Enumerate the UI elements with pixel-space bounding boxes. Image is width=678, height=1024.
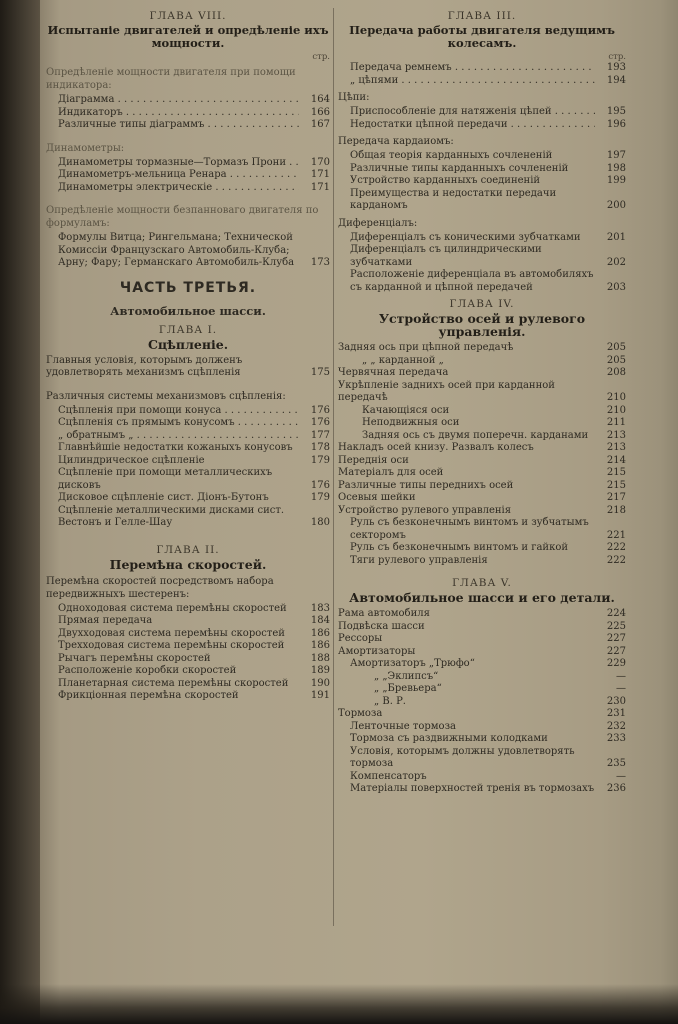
toc-entry — [46, 157, 330, 170]
page-column-label: стр. — [312, 52, 330, 62]
toc-entry-title: Приспособленіе для натяженія цѣпей . . . — [350, 106, 595, 119]
chapter-8-group-indicator: Опредѣленіе мощности двигателя при помощи индикатора: — [46, 67, 296, 91]
chapter-3-differential-list — [338, 232, 626, 295]
toc-entry-title: Прямая передача — [58, 615, 153, 626]
left-column — [46, 6, 330, 703]
toc-entry-title: Различные типы карданныхъ сочлененій — [350, 162, 569, 174]
toc-entry-title: Одноходовая система перемѣны скоростей — [58, 602, 287, 614]
chapter-3-group-cardan: Передача кардаиомъ: — [338, 136, 454, 147]
toc-entry-title: Диференціалъ съ коническими зубчатками — [350, 231, 581, 243]
chapter-8-heading: ГЛАВА VIII. — [149, 10, 227, 22]
toc-entry — [338, 658, 626, 671]
toc-entry — [338, 783, 626, 796]
toc-entry-title: Цилиндрическое сцѣпленіе — [58, 454, 205, 466]
toc-entry-page: 222 — [606, 542, 626, 553]
toc-entry-page: 225 — [606, 620, 626, 632]
toc-entry-title: Расположеніе коробки скоростей — [58, 665, 237, 676]
toc-entry — [46, 665, 330, 678]
toc-entry-title: Ленточные тормоза — [350, 720, 456, 732]
toc-entry — [338, 733, 626, 746]
toc-entry-title: Устройство карданныхъ соединеній — [350, 175, 541, 186]
toc-entry-title: „ „Бревьера“ — [374, 683, 442, 694]
bottom-shadow — [0, 984, 678, 1024]
toc-entry — [338, 417, 626, 430]
toc-entry-title: Динамометры тормазные—Тормазъ Прони . . . — [58, 157, 299, 170]
toc-entry — [338, 771, 626, 784]
toc-entry-title: Рычагъ перемѣны скоростей — [58, 652, 211, 664]
toc-entry-page: 173 — [310, 257, 330, 268]
toc-entry-title: Накладъ осей книзу. Развалъ колесъ — [338, 442, 534, 453]
toc-entry-page: 171 — [310, 169, 330, 180]
toc-entry-page: 189 — [310, 665, 330, 676]
toc-entry-title: Діаграмма . . . — [58, 94, 299, 107]
toc-entry-title: Дисковое сцѣпленіе сист. Діонъ-Бутонъ — [58, 492, 269, 503]
chapter-3-cardan-list — [338, 150, 626, 213]
toc-entry-title: Планетарная система перемѣны скоростей — [58, 677, 289, 689]
toc-entry — [46, 640, 330, 653]
toc-entry-page: 164 — [310, 94, 330, 105]
toc-entry-page: 194 — [606, 74, 626, 86]
toc-entry-page: 176 — [310, 417, 330, 428]
toc-entry-page: 227 — [606, 633, 626, 644]
toc-entry — [46, 455, 330, 468]
chapter-2-heading: ГЛАВА II. — [156, 543, 220, 556]
toc-entry-title: Тормоза — [338, 708, 383, 719]
toc-entry-title: Задняя ось при цѣпной передачѣ — [338, 342, 514, 353]
toc-entry — [338, 517, 626, 542]
toc-entry-page: 186 — [310, 640, 330, 651]
toc-entry — [338, 455, 626, 468]
toc-entry — [46, 182, 330, 195]
chapter-8-group-formulas: Опредѣленіе мощности безпанноваго двигателя по формуламъ: — [46, 205, 319, 229]
toc-entry — [46, 232, 330, 270]
toc-entry-title: Руль съ безконечнымъ винтомъ и зубчатымъ секторомъ — [350, 517, 589, 541]
toc-entry-page: 208 — [606, 367, 626, 378]
toc-entry-page: 198 — [606, 162, 626, 174]
toc-entry-page: — — [616, 683, 626, 694]
chapter-1-title: Сцѣпленіе. — [147, 336, 229, 352]
toc-entry-title: Качающіяся оси — [362, 404, 450, 416]
toc-entry — [338, 269, 626, 294]
chapter-1-group-systems: Различныя системы механизмовъ сцѣпленія: — [46, 390, 286, 402]
toc-entry — [46, 678, 330, 691]
toc-entry-title: Матеріалъ для осей — [338, 467, 444, 478]
toc-entry-title: Главнѣйшіе недостатки кожаныхъ конусовъ — [58, 442, 293, 453]
toc-entry-page: 205 — [606, 354, 626, 366]
toc-entry-title: Двухходовая система перемѣны скоростей — [58, 627, 285, 639]
toc-entry — [46, 355, 330, 380]
toc-entry — [46, 603, 330, 616]
toc-entry — [46, 505, 330, 530]
chapter-8-dynamometer-list — [46, 157, 330, 195]
toc-entry — [338, 746, 626, 771]
toc-entry-page: 210 — [606, 404, 626, 416]
toc-entry-title: Условія, которымъ должны удовлетворять тормоза — [350, 745, 575, 769]
toc-entry-page: 213 — [606, 429, 626, 441]
toc-entry-page: 186 — [310, 627, 330, 639]
toc-entry-page: 230 — [606, 695, 626, 707]
toc-entry-page: — — [616, 770, 626, 782]
toc-entry-title: „ цѣпями . . . — [350, 75, 595, 88]
toc-entry — [338, 708, 626, 721]
toc-entry-title: Тормоза съ раздвижными колодками — [350, 733, 548, 744]
toc-entry — [338, 380, 626, 405]
toc-entry — [338, 671, 626, 684]
chapter-3-chain-list — [338, 106, 626, 131]
chapter-4-title: Устройство осей и рулевого управленія. — [378, 311, 586, 339]
toc-entry-page: 177 — [310, 429, 330, 441]
chapter-2-group-gears: Перемѣна скоростей посредствомъ набора передвижныхъ шестеренъ: — [46, 575, 274, 600]
toc-entry-page: 191 — [310, 690, 330, 701]
toc-entry-page: 210 — [606, 392, 626, 403]
toc-entry — [46, 169, 330, 182]
toc-entry-page: 224 — [606, 608, 626, 619]
toc-entry — [338, 542, 626, 555]
toc-entry — [338, 683, 626, 696]
toc-entry-title: „ В. Р. — [374, 695, 406, 707]
toc-entry — [46, 430, 330, 443]
toc-entry-title: Компенсаторъ — [350, 770, 427, 782]
toc-entry-page: 202 — [606, 256, 626, 268]
toc-entry — [338, 442, 626, 455]
previous-page-edge-fragments — [0, 0, 40, 1024]
chapter-1-list — [46, 405, 330, 443]
chapter-1-list-continued — [46, 442, 330, 530]
chapter-3-title: Передача работы двигателя ведущимъ колесамъ. — [349, 23, 615, 50]
toc-entry-title: Осевыя шейки — [338, 492, 416, 503]
toc-entry-title: Подвѣска шасси — [338, 620, 425, 632]
toc-entry-page: 188 — [310, 652, 330, 664]
chapter-4-list — [338, 342, 626, 567]
chapter-2-list — [46, 603, 330, 703]
toc-entry-page: 235 — [606, 758, 626, 769]
toc-entry-title: Общая теорія карданныхъ сочлененій — [350, 150, 553, 161]
toc-entry — [338, 163, 626, 176]
toc-entry — [46, 467, 330, 492]
right-column — [338, 6, 626, 796]
toc-entry-page: 215 — [606, 467, 626, 478]
toc-entry-title: Укрѣпленіе заднихъ осей при карданной передачѣ — [338, 379, 555, 403]
toc-entry — [338, 244, 626, 269]
part-three-heading: ЧАСТЬ ТРЕТЬЯ. — [119, 279, 257, 296]
toc-entry-title: Амортизаторъ „Трюфо“ — [350, 658, 475, 669]
toc-entry-page: 199 — [606, 175, 626, 186]
toc-entry-page: 215 — [606, 479, 626, 491]
toc-entry-page: 211 — [606, 417, 626, 428]
toc-entry-title: Диференціалъ съ цилиндрическими зубчатками — [350, 244, 542, 268]
toc-entry — [338, 405, 626, 418]
toc-entry-page: 171 — [310, 181, 330, 193]
toc-entry-title: Задняя ось съ двумя поперечн. карданами — [362, 429, 589, 441]
toc-entry — [46, 442, 330, 455]
toc-entry — [46, 417, 330, 430]
toc-entry — [338, 621, 626, 634]
toc-entry-title: „ „ карданной „ — [362, 354, 444, 366]
toc-entry-title: Устройство рулевого управленія — [338, 504, 512, 516]
toc-entry-page: 167 — [310, 119, 330, 130]
toc-entry-page: 213 — [606, 442, 626, 453]
toc-entry — [338, 367, 626, 380]
chapter-5-heading: ГЛАВА V. — [452, 577, 512, 589]
toc-entry — [46, 690, 330, 703]
toc-entry-page: 221 — [606, 529, 626, 541]
chapter-1-heading: ГЛАВА I. — [158, 323, 218, 336]
toc-entry-title: Тяги рулевого управленія — [350, 554, 488, 566]
column-divider — [333, 8, 334, 926]
toc-entry-page: 179 — [310, 454, 330, 466]
toc-entry — [338, 467, 626, 480]
toc-entry-page: 196 — [606, 118, 626, 130]
toc-entry-title: Сцѣпленіе металлическими дисками сист. Вестонъ и Гелле-Шау — [58, 504, 285, 528]
toc-entry-title: Различные типы переднихъ осей — [338, 479, 514, 491]
toc-entry — [46, 405, 330, 418]
toc-entry — [338, 646, 626, 659]
toc-entry-page: 232 — [606, 720, 626, 732]
toc-entry-title: Фрикціонная перемѣна скоростей — [58, 690, 239, 701]
toc-entry-title: Сцѣпленія съ прямымъ конусомъ . . . — [58, 417, 299, 430]
toc-entry-title: Амортизаторы — [338, 645, 416, 657]
chapter-5-title: Автомобильное шасси и его детали. — [349, 590, 615, 605]
toc-entry-page: 180 — [310, 517, 330, 528]
toc-entry — [338, 75, 626, 88]
toc-entry — [338, 150, 626, 163]
toc-entry-title: Формулы Витца; Рингельмана; Технической Комиссіи Французскаго Автомобиль-Клуба; Арну; Фару; Германскаго Автомобиль-Клуба — [58, 232, 295, 268]
toc-entry-title: Расположеніе диференціала въ автомобиляхъ съ карданной и цѣпной передачей — [350, 269, 594, 293]
toc-entry — [338, 608, 626, 621]
toc-entry-title: Рессоры — [338, 633, 383, 644]
toc-entry-title: Преимущества и недостатки передачи карданомъ — [350, 187, 557, 211]
toc-entry — [338, 505, 626, 518]
toc-entry — [338, 62, 626, 75]
toc-entry-page: 170 — [310, 156, 330, 168]
toc-entry — [338, 342, 626, 355]
toc-entry — [338, 175, 626, 188]
toc-entry-title: Переднія оси — [338, 454, 409, 466]
toc-entry-page: 184 — [310, 615, 330, 626]
chapter-8-group-dynamometers: Динамометры: — [46, 142, 125, 154]
chapter-5-list — [338, 608, 626, 796]
toc-entry-title: Руль съ безконечнымъ винтомъ и гайкой — [350, 542, 569, 553]
toc-entry-page: 175 — [310, 367, 330, 378]
toc-entry — [338, 480, 626, 493]
toc-entry — [338, 106, 626, 119]
chapter-8-indicator-list — [46, 94, 330, 132]
toc-entry — [338, 633, 626, 646]
toc-entry-title: Рама автомобиля — [338, 608, 430, 619]
toc-entry — [46, 119, 330, 132]
page-column-label: стр. — [608, 52, 626, 62]
toc-entry — [338, 492, 626, 505]
toc-entry — [338, 555, 626, 568]
toc-entry — [338, 696, 626, 709]
toc-entry-page: 178 — [310, 442, 330, 453]
toc-entry-title: Неподвижныя оси — [362, 417, 460, 428]
toc-entry-page: 176 — [310, 479, 330, 491]
toc-entry-title: „ обратнымъ „ . . . — [58, 430, 299, 443]
chapter-3-group-chains: Цѣпи: — [338, 92, 370, 103]
toc-entry-page: 231 — [606, 708, 626, 719]
toc-entry-page: 233 — [606, 733, 626, 744]
toc-entry-title: Сцѣпленія при помощи конуса . . . — [58, 405, 299, 418]
chapter-4-heading: ГЛАВА IV. — [449, 298, 515, 310]
toc-entry-page: 227 — [606, 645, 626, 657]
chapter-3-heading: ГЛАВА III. — [447, 10, 517, 22]
toc-entry-page: 195 — [606, 106, 626, 117]
toc-entry-page: 176 — [310, 404, 330, 416]
toc-entry — [46, 492, 330, 505]
toc-entry — [46, 94, 330, 107]
toc-entry-page: 190 — [310, 677, 330, 689]
toc-entry — [46, 107, 330, 120]
toc-entry-page: 183 — [310, 602, 330, 614]
toc-entry-title: Матеріалы поверхностей тренія въ тормозахъ — [350, 783, 595, 794]
toc-entry-title: Трехходовая система перемѣны скоростей — [58, 640, 285, 651]
toc-entry-page: 203 — [606, 281, 626, 293]
toc-entry — [338, 430, 626, 443]
toc-entry — [338, 232, 626, 245]
toc-entry-title: Червячная передача — [338, 367, 449, 378]
toc-entry — [46, 628, 330, 641]
toc-entry-title: „ „Эклипсъ“ — [374, 670, 439, 682]
toc-entry — [338, 721, 626, 734]
toc-entry-title: Индикаторъ . . . — [58, 107, 299, 120]
toc-entry-page: 218 — [606, 504, 626, 516]
toc-entry-title: Динамометръ-мельница Ренара . . . — [58, 169, 299, 182]
toc-entry-page: 217 — [606, 492, 626, 503]
toc-entry — [338, 355, 626, 368]
toc-entry — [338, 188, 626, 213]
toc-entry-page: 205 — [606, 342, 626, 353]
chapter-3-belt-list — [338, 62, 626, 87]
toc-entry — [46, 615, 330, 628]
toc-entry-page: 200 — [606, 200, 626, 211]
toc-entry-title: Динамометры электрическіе . . . — [58, 182, 299, 195]
toc-entry-page: 193 — [606, 62, 626, 73]
chapter-8-title: Испытаніе двигателей и опредѣленіе ихъ мощности. — [47, 23, 329, 50]
toc-entry-page: — — [616, 670, 626, 682]
toc-entry-page: 179 — [310, 492, 330, 503]
toc-entry-page: 229 — [606, 658, 626, 669]
chapter-2-title: Перемѣна скоростей. — [109, 556, 267, 572]
toc-entry-title: Сцѣпленіе при помощи металлическихъ дисковъ — [58, 467, 273, 491]
toc-entry — [338, 119, 626, 132]
part-three-subtitle: Автомобильное шасси. — [110, 303, 266, 318]
toc-entry — [46, 653, 330, 666]
toc-entry-page: 166 — [310, 106, 330, 118]
toc-entry-title: Различные типы діаграммъ . . . — [58, 119, 299, 132]
chapter-3-group-differential: Диференціалъ: — [338, 217, 418, 229]
toc-entry-page: 214 — [606, 454, 626, 466]
toc-entry-page: 236 — [606, 783, 626, 794]
toc-entry-title: Главныя условія, которымъ долженъ удовлетворять механизмъ сцѣпленія — [46, 354, 243, 378]
toc-entry-title: Недостатки цѣпной передачи . . . — [350, 119, 595, 132]
toc-entry-title: Передача ремнемъ . . . — [350, 62, 595, 75]
toc-entry-page: 197 — [606, 150, 626, 161]
toc-entry-page: 201 — [606, 231, 626, 243]
toc-entry-page: 222 — [606, 554, 626, 566]
